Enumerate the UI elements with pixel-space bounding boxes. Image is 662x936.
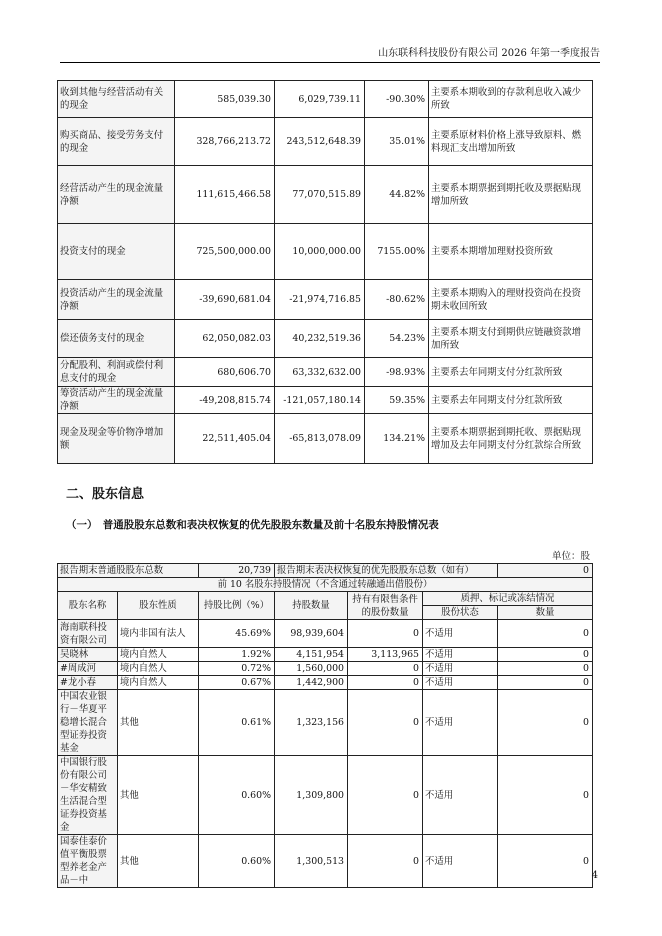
- cell-restricted: 0: [348, 620, 423, 648]
- cell-change: -98.93%: [365, 358, 429, 387]
- cell-reason: 主要系本期购入的理财投资尚在投资期未收回所致: [429, 280, 593, 320]
- cell-ratio: 0.60%: [199, 835, 275, 888]
- cell-change: -90.30%: [365, 81, 429, 118]
- cell-prior: 243,512,648.39: [275, 118, 365, 166]
- table-row: [58, 320, 593, 358]
- header-qty: 持股数量: [275, 592, 348, 620]
- cell-status: 不适用: [423, 620, 498, 648]
- cell-status: 不适用: [423, 690, 498, 756]
- cell-change: 54.23%: [365, 320, 429, 358]
- cell-prior: -65,813,078.09: [275, 414, 365, 464]
- cell-change: -80.62%: [365, 280, 429, 320]
- cell-status: 不适用: [423, 662, 498, 676]
- cell-qty: 1,323,156: [275, 690, 348, 756]
- cell-name: #龙小春: [58, 676, 118, 690]
- cell-qty: 98,939,604: [275, 620, 348, 648]
- cell-pledge-qty: 0: [498, 835, 593, 888]
- table-row: [58, 662, 593, 676]
- cell-item: 收到其他与经营活动有关的现金: [58, 81, 175, 118]
- cell-qty: 1,309,800: [275, 756, 348, 835]
- section-title: 二、股东信息: [66, 487, 145, 502]
- cell-qty: 4,151,954: [275, 648, 348, 662]
- top10-title: 前 10 名股东持股情况（不含通过转融通出借股份）: [58, 578, 593, 592]
- table-row: [58, 358, 593, 387]
- cell-nature: 其他: [118, 835, 199, 888]
- table-row: [58, 756, 593, 835]
- cell-name: #周成河: [58, 662, 118, 676]
- cell-prior: 40,232,519.36: [275, 320, 365, 358]
- cell-item: 分配股利、利润或偿付利息支付的现金: [58, 358, 175, 387]
- header-pledge: 质押、标记或冻结情况: [423, 592, 593, 606]
- cell-current: 725,500,000.00: [175, 224, 275, 280]
- cell-change: 44.82%: [365, 166, 429, 224]
- cell-pledge-qty: 0: [498, 690, 593, 756]
- cell-name: 中国银行股份有限公司－华安精致生活混合型证券投资基金: [58, 756, 118, 835]
- cell-restricted: 0: [348, 756, 423, 835]
- table-row: [58, 118, 593, 166]
- table-header-row: [58, 592, 593, 606]
- cell-prior: 6,029,739.11: [275, 81, 365, 118]
- cell-reason: 主要系本期票据到期托收、票据贴现增加及去年同期支付分红款综合所致: [429, 414, 593, 464]
- cell-reason: 主要系去年同期支付分红款所致: [429, 387, 593, 414]
- cell-item: 投资支付的现金: [58, 224, 175, 280]
- table-row: [58, 224, 593, 280]
- cell-item: 偿还债务支付的现金: [58, 320, 175, 358]
- cell-name: 国泰佳泰价值平衡股票型养老金产品－中: [58, 835, 118, 888]
- cell-restricted: 0: [348, 835, 423, 888]
- cell-item: 现金及现金等价物净增加额: [58, 414, 175, 464]
- table-row: [58, 81, 593, 118]
- cell-restricted: 0: [348, 676, 423, 690]
- header-pledge-status: 股份状态: [423, 606, 498, 620]
- cell-nature: 境内自然人: [118, 648, 199, 662]
- cell-ratio: 0.72%: [199, 662, 275, 676]
- header-nature: 股东性质: [118, 592, 199, 620]
- cell-pledge-qty: 0: [498, 756, 593, 835]
- page-number: 4: [591, 870, 598, 881]
- cell-nature: 境内自然人: [118, 662, 199, 676]
- total-label: 报告期末普通股股东总数: [58, 564, 199, 578]
- cell-change: 7155.00%: [365, 224, 429, 280]
- shareholder-table: [57, 563, 593, 888]
- cell-restricted: 0: [348, 690, 423, 756]
- table-row: [58, 414, 593, 464]
- cell-ratio: 0.60%: [199, 756, 275, 835]
- table-row: [58, 620, 593, 648]
- table-row: [58, 676, 593, 690]
- cell-pledge-qty: 0: [498, 676, 593, 690]
- cell-current: 680,606.70: [175, 358, 275, 387]
- cell-reason: 主要系原材料价格上涨导致原料、燃料现汇支出增加所致: [429, 118, 593, 166]
- cell-current: -49,208,815.74: [175, 387, 275, 414]
- table-row: [58, 690, 593, 756]
- cell-reason: 主要系本期票据到期托收及票据贴现增加所致: [429, 166, 593, 224]
- cell-reason: 主要系本期支付到期供应链融资款增加所致: [429, 320, 593, 358]
- cell-name: 海南联科投资有限公司: [58, 620, 118, 648]
- cell-ratio: 0.67%: [199, 676, 275, 690]
- cell-prior: -21,974,716.85: [275, 280, 365, 320]
- table-row: [58, 387, 593, 414]
- cell-current: 62,050,082.03: [175, 320, 275, 358]
- cell-item: 筹资活动产生的现金流量净额: [58, 387, 175, 414]
- table-row: [58, 280, 593, 320]
- cell-item: 购买商品、接受劳务支付的现金: [58, 118, 175, 166]
- cell-status: 不适用: [423, 835, 498, 888]
- section-subtitle: （一） 普通股股东总数和表决权恢复的优先股股东数量及前十名股东持股情况表: [66, 519, 439, 531]
- cell-reason: 主要系本期增加理财投资所致: [429, 224, 593, 280]
- cell-name: 吴晓林: [58, 648, 118, 662]
- cell-prior: 63,332,632.00: [275, 358, 365, 387]
- cell-status: 不适用: [423, 756, 498, 835]
- pref-label: 报告期末表决权恢复的优先股股东总数（如有）: [275, 564, 498, 578]
- cell-current: 328,766,213.72: [175, 118, 275, 166]
- cell-pledge-qty: 0: [498, 620, 593, 648]
- cell-status: 不适用: [423, 676, 498, 690]
- cell-change: 134.21%: [365, 414, 429, 464]
- cell-ratio: 0.61%: [199, 690, 275, 756]
- cell-restricted: 0: [348, 662, 423, 676]
- cell-nature: 其他: [118, 690, 199, 756]
- table-row: [58, 564, 593, 578]
- cell-change: 35.01%: [365, 118, 429, 166]
- cell-restricted: 3,113,965: [348, 648, 423, 662]
- header-restricted: 持有有限售条件的股份数量: [348, 592, 423, 620]
- cell-qty: 1,300,513: [275, 835, 348, 888]
- table-row: [58, 578, 593, 592]
- total-value: 20,739: [199, 564, 275, 578]
- cashflow-table: [57, 80, 593, 464]
- report-header: 山东联科科技股份有限公司 2026 年第一季度报告: [60, 44, 600, 63]
- cell-prior: 77,070,515.89: [275, 166, 365, 224]
- pref-value: 0: [498, 564, 593, 578]
- cell-item: 投资活动产生的现金流量净额: [58, 280, 175, 320]
- cell-nature: 其他: [118, 756, 199, 835]
- cell-nature: 境内自然人: [118, 676, 199, 690]
- cell-prior: -121,057,180.14: [275, 387, 365, 414]
- cell-change: 59.35%: [365, 387, 429, 414]
- cell-qty: 1,560,000: [275, 662, 348, 676]
- cell-current: 111,615,466.58: [175, 166, 275, 224]
- table-row: [58, 835, 593, 888]
- cell-prior: 10,000,000.00: [275, 224, 365, 280]
- cell-pledge-qty: 0: [498, 648, 593, 662]
- cell-ratio: 45.69%: [199, 620, 275, 648]
- cell-current: 22,511,405.04: [175, 414, 275, 464]
- cell-current: -39,690,681.04: [175, 280, 275, 320]
- cell-reason: 主要系去年同期支付分红款所致: [429, 358, 593, 387]
- cell-current: 585,039.30: [175, 81, 275, 118]
- cell-pledge-qty: 0: [498, 662, 593, 676]
- unit-label: 单位：股: [551, 551, 590, 562]
- cell-qty: 1,442,900: [275, 676, 348, 690]
- cell-nature: 境内非国有法人: [118, 620, 199, 648]
- cell-reason: 主要系本期收到的存款利息收入减少所致: [429, 81, 593, 118]
- header-name: 股东名称: [58, 592, 118, 620]
- cell-ratio: 1.92%: [199, 648, 275, 662]
- cell-status: 不适用: [423, 648, 498, 662]
- header-ratio: 持股比例（%）: [199, 592, 275, 620]
- cell-item: 经营活动产生的现金流量净额: [58, 166, 175, 224]
- cell-name: 中国农业银行－华夏平稳增长混合型证券投资基金: [58, 690, 118, 756]
- table-row: [58, 166, 593, 224]
- header-pledge-qty: 数量: [498, 606, 593, 620]
- table-row: [58, 648, 593, 662]
